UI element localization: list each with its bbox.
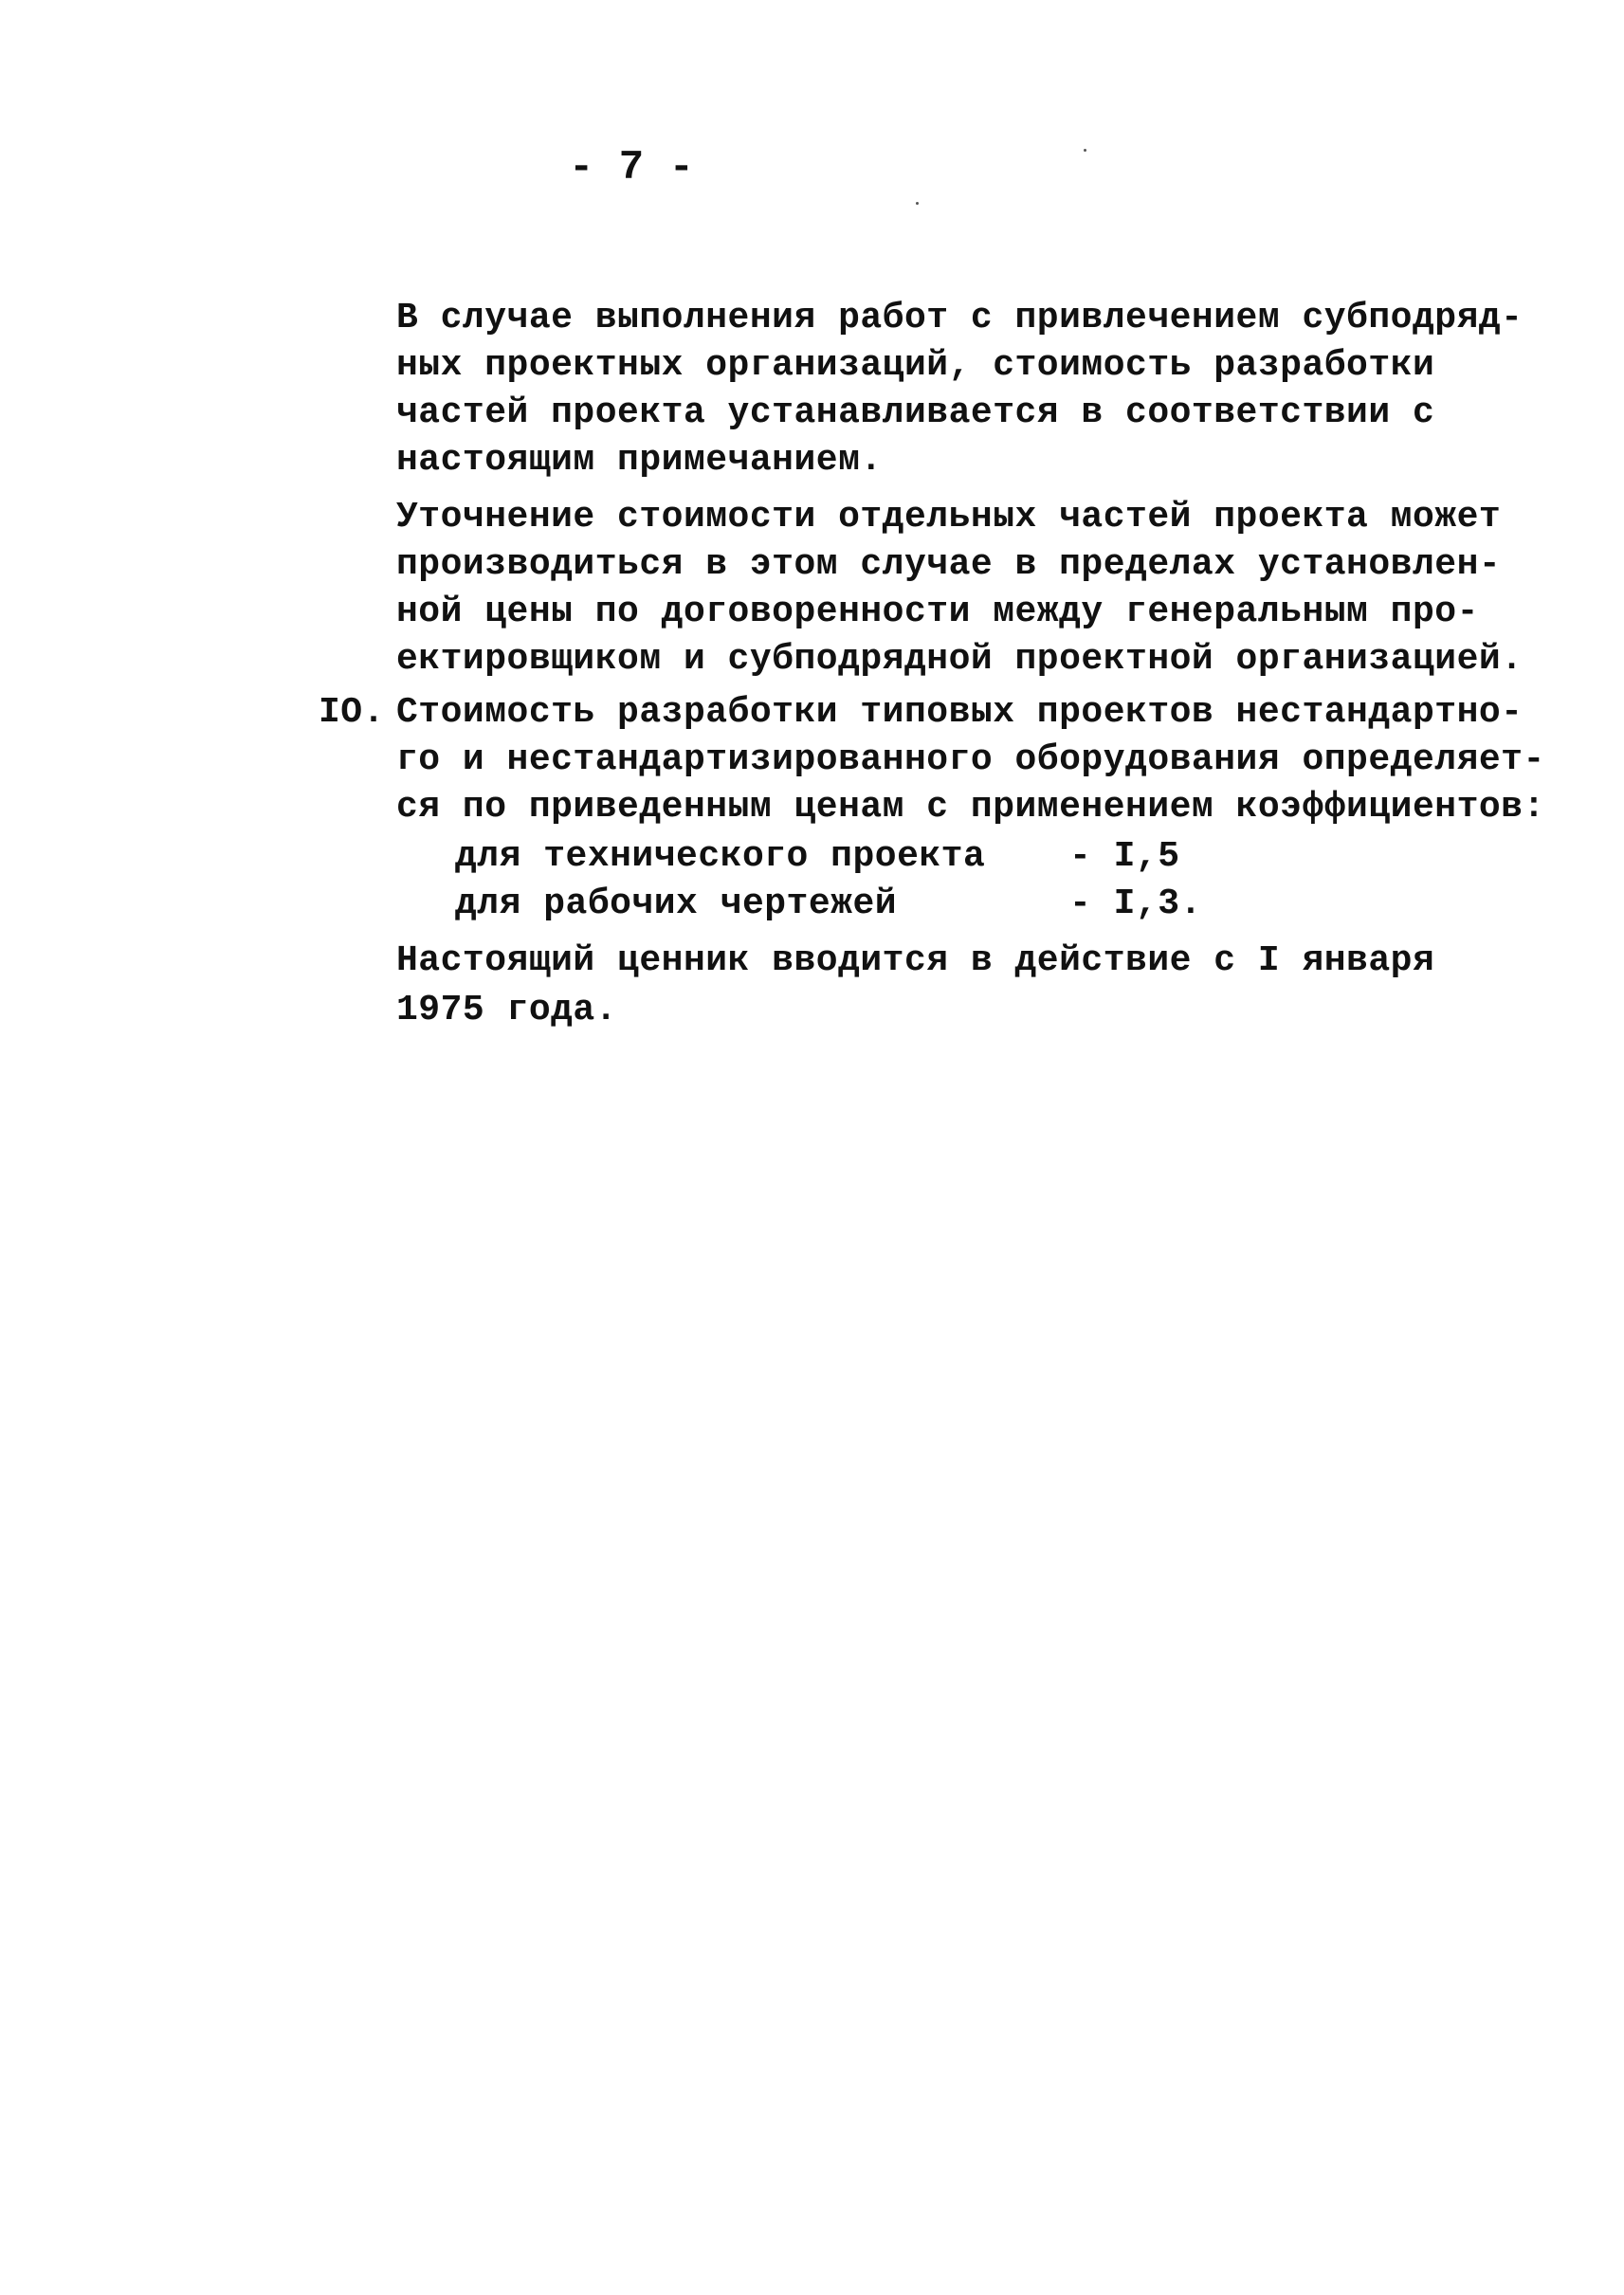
scan-speck	[916, 202, 919, 205]
paragraph-line: производиться в этом случае в пределах установлен-	[396, 544, 1502, 585]
paragraph-line: ектировщиком и субподрядной проектной организацией.	[396, 639, 1524, 680]
paragraph-line: ной цены по договоренности между генеральным про-	[396, 592, 1479, 632]
paragraph-line: настоящим примечанием.	[396, 440, 883, 481]
closing-line: Настоящий ценник вводится в действие с I января	[396, 940, 1435, 981]
coefficient-label: для технического проекта	[455, 836, 986, 877]
coefficient-value: - I,3.	[1069, 883, 1202, 924]
coefficient-value: - I,5	[1069, 836, 1180, 877]
page-number: - 7 -	[569, 144, 695, 191]
coefficient-label: для рабочих чертежей	[455, 883, 898, 924]
paragraph-line: ных проектных организаций, стоимость разработки	[396, 345, 1435, 386]
item-line: Стоимость разработки типовых проектов нестандартно-	[396, 692, 1524, 733]
paragraph-line: частей проекта устанавливается в соответствии с	[396, 392, 1435, 433]
item-line: го и нестандартизированного оборудования определяет-	[396, 739, 1545, 780]
paragraph-line: Уточнение стоимости отдельных частей проекта может	[396, 497, 1502, 537]
scan-speck	[1084, 149, 1086, 152]
paragraph-line: В случае выполнения работ с привлечением субподряд-	[396, 298, 1524, 338]
closing-line: 1975 года.	[396, 990, 618, 1030]
item-line: ся по приведенным ценам с применением коэффициентов:	[396, 787, 1545, 828]
item-number: IO.	[319, 692, 385, 733]
